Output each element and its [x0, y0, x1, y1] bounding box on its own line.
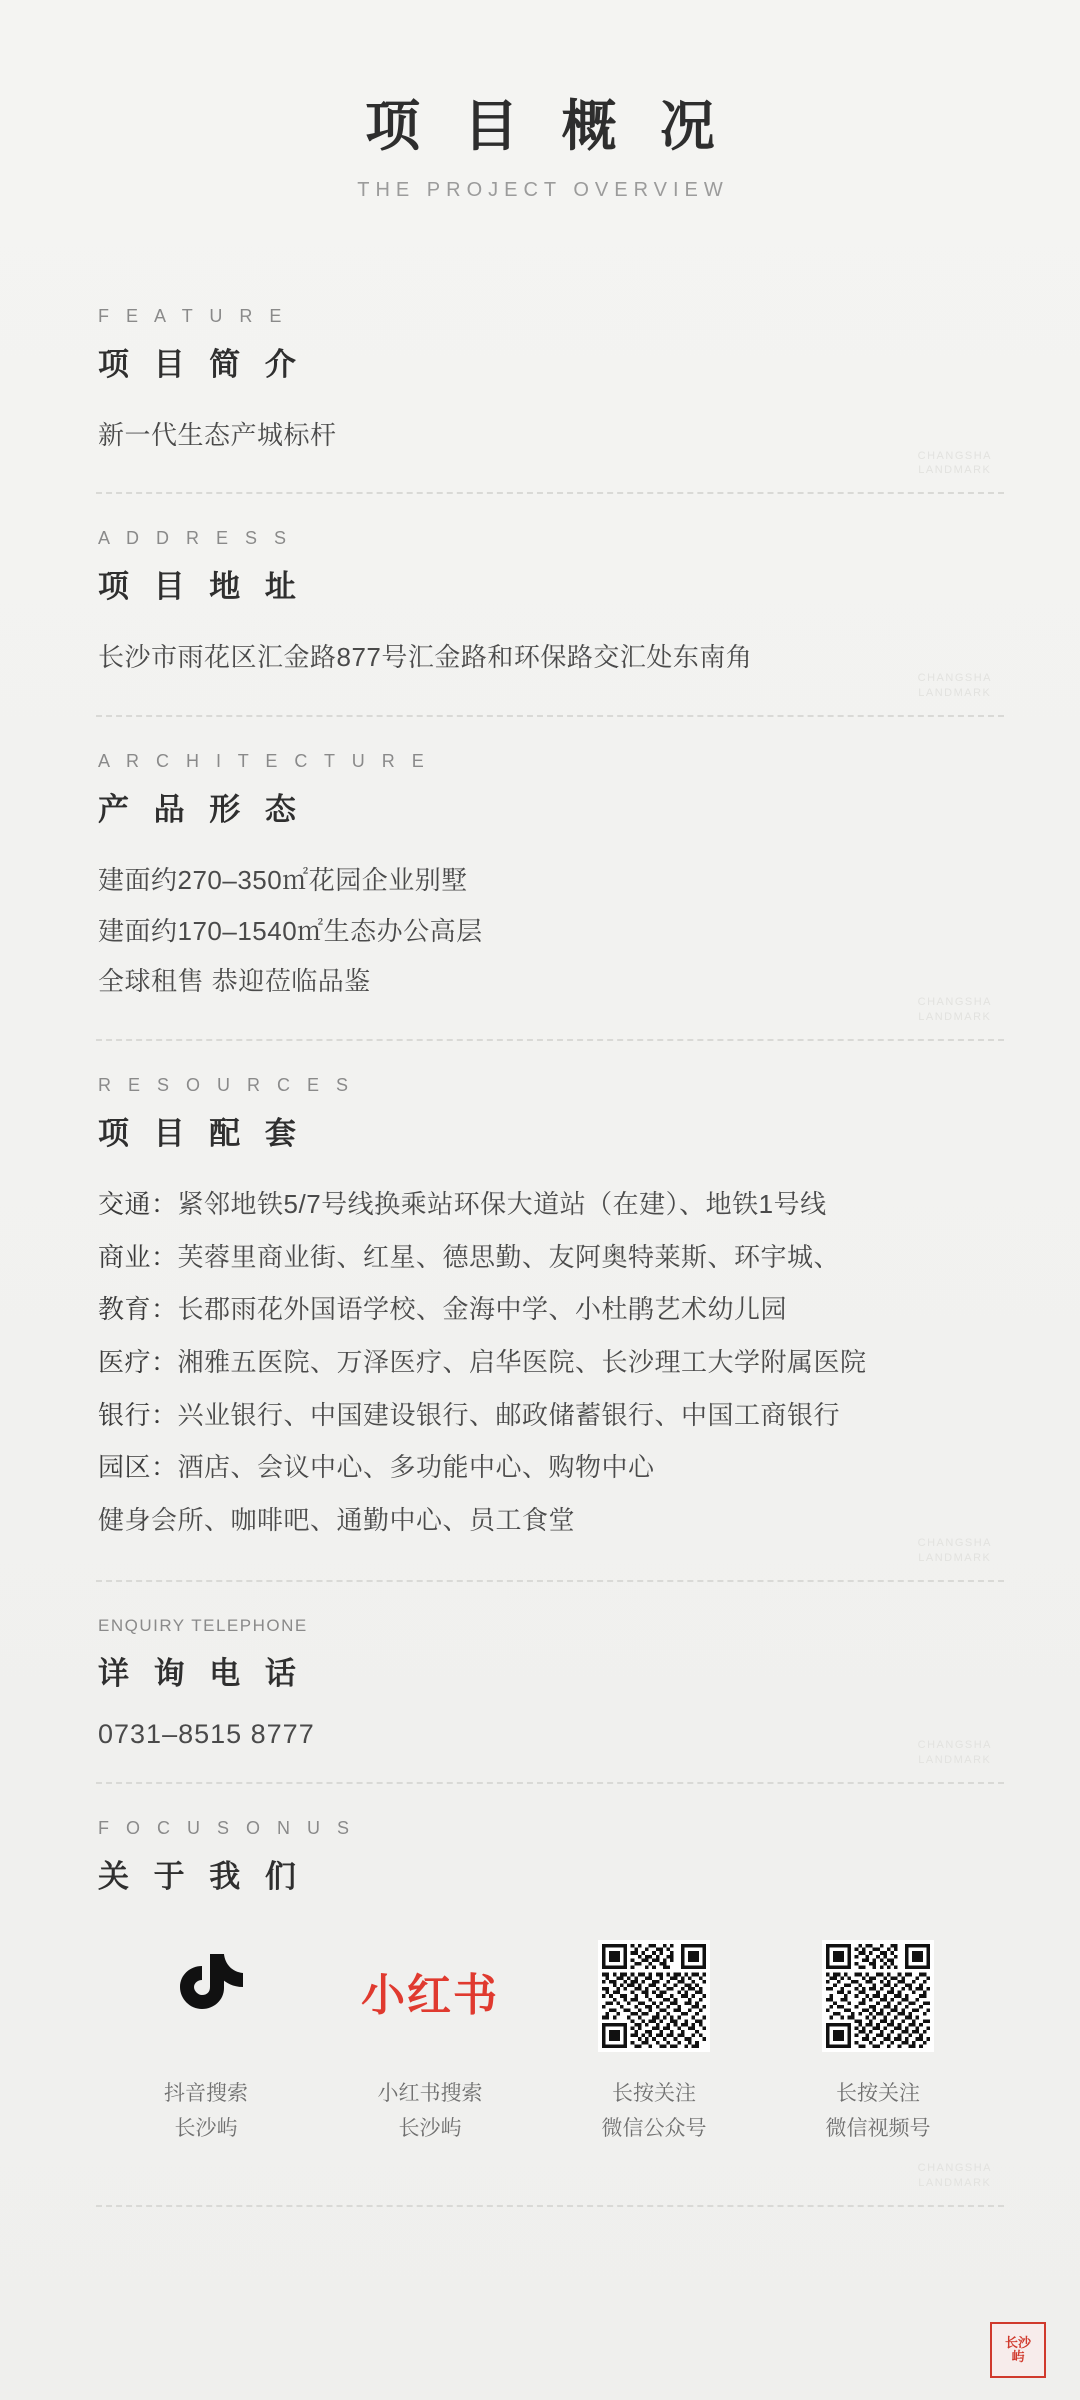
resource-row	[98, 1179, 1012, 1230]
social-item-wechat-official[interactable]	[542, 1942, 766, 2147]
resource-label: 医疗：	[98, 1347, 178, 1377]
watermark-line1: CHANGSHA	[917, 1739, 992, 1752]
social-item-xiaohongshu[interactable]	[318, 1942, 542, 2147]
section-architecture-eyebrow: A R C H I T E C T U R E	[98, 750, 430, 771]
overview-content	[68, 202, 1012, 2208]
section-address-eyebrow: A D D R E S S	[98, 528, 293, 549]
section-architecture-line: 建面约270–350㎡花园企业别墅	[98, 864, 468, 895]
resource-value: 长郡雨花外国语学校、金海中学、小杜鹃艺术幼儿园	[177, 1294, 788, 1325]
watermark-line2: LANDMARK	[918, 1011, 992, 1024]
section-resources	[68, 1075, 1012, 1582]
resource-value: 兴业银行、中国建设银行、邮政储蓄银行、中国工商银行	[177, 1399, 841, 1430]
watermark	[918, 995, 992, 1025]
telephone-number[interactable]: 0731–8515 8777	[98, 1718, 315, 1749]
watermark	[918, 2161, 992, 2191]
watermark-line1: CHANGSHA	[917, 996, 992, 1009]
section-address	[68, 528, 1012, 717]
resource-label: 银行：	[98, 1399, 178, 1430]
section-focus-eyebrow: F O C U S O N U S	[98, 1817, 356, 1838]
watermark	[918, 1738, 992, 1768]
social-item-wechat-channel[interactable]	[766, 1942, 990, 2147]
section-focus-on-us	[68, 1818, 1012, 2207]
section-telephone	[68, 1616, 1012, 1784]
qr-code-wechat-official-icon	[542, 1942, 766, 2050]
social-caption-line1: 抖音搜索	[164, 2081, 248, 2105]
section-architecture-line: 全球租售 恭迎莅临品鉴	[98, 966, 371, 997]
social-caption-line2: 微信公众号	[601, 2117, 707, 2141]
social-caption-line2: 长沙屿	[398, 2117, 462, 2141]
brand-stamp-line2: 屿	[1011, 2349, 1025, 2364]
resource-label: 教育：	[98, 1294, 178, 1325]
section-address-title: 项 目 地 址	[98, 569, 304, 605]
resource-row	[98, 1232, 1012, 1283]
watermark-line1: CHANGSHA	[917, 449, 992, 462]
section-telephone-eyebrow: ENQUIRY TELEPHONE	[98, 1615, 308, 1635]
resource-value: 芙蓉里商业街、红星、德思勤、友阿奥特莱斯、环宇城、	[177, 1241, 841, 1272]
social-caption	[542, 2076, 766, 2147]
qr-code-wechat-channel-icon	[766, 1942, 990, 2050]
watermark	[918, 449, 992, 479]
section-feature	[68, 306, 1012, 495]
social-caption	[318, 2076, 542, 2147]
resource-value: 健身会所、咖啡吧、通勤中心、员工食堂	[98, 1505, 576, 1536]
brand-stamp-line1: 长沙	[1004, 2335, 1031, 2351]
social-caption-line1: 小红书搜索	[377, 2081, 483, 2105]
section-feature-eyebrow: F E A T U R E	[98, 305, 288, 326]
section-architecture-title: 产 品 形 态	[98, 791, 304, 827]
watermark-line2: LANDMARK	[918, 464, 992, 477]
social-caption-line1: 长按关注	[836, 2081, 920, 2105]
resource-label: 交通：	[98, 1188, 178, 1219]
resource-label: 园区：	[98, 1452, 178, 1483]
brand-stamp	[990, 2322, 1046, 2378]
resource-row	[98, 1284, 1012, 1335]
page-subtitle: THE PROJECT OVERVIEW	[357, 178, 729, 201]
xiaohongshu-logo-icon	[318, 1942, 542, 2050]
watermark	[918, 1536, 992, 1566]
section-resources-title: 项 目 配 套	[98, 1115, 304, 1151]
watermark-line2: LANDMARK	[918, 1551, 992, 1564]
social-item-douyin[interactable]	[94, 1942, 318, 2147]
section-feature-line: 新一代生态产城标杆	[98, 419, 337, 450]
resource-row	[98, 1442, 1012, 1493]
page-title: 项 目 概 况	[365, 95, 729, 157]
douyin-logo-icon	[94, 1942, 318, 2050]
watermark-line2: LANDMARK	[918, 2177, 992, 2190]
watermark-line1: CHANGSHA	[917, 672, 992, 685]
section-telephone-title: 详 询 电 话	[98, 1655, 304, 1691]
section-address-line: 长沙市雨花区汇金路877号汇金路和环保路交汇处东南角	[98, 642, 753, 673]
section-architecture	[68, 751, 1012, 1041]
resource-row	[98, 1390, 1012, 1441]
resource-value: 酒店、会议中心、多功能中心、购物中心	[177, 1452, 655, 1483]
watermark-line2: LANDMARK	[918, 1753, 992, 1766]
watermark-line1: CHANGSHA	[917, 1537, 992, 1550]
watermark-line1: CHANGSHA	[917, 2162, 992, 2175]
section-resources-eyebrow: R E S O U R C E S	[98, 1074, 355, 1095]
watermark-line2: LANDMARK	[918, 687, 992, 700]
resource-row	[98, 1337, 1012, 1388]
social-row	[94, 1942, 1012, 2147]
resource-value: 湘雅五医院、万泽医疗、启华医院、长沙理工大学附属医院	[177, 1347, 867, 1377]
resource-value: 紧邻地铁5/7号线换乘站环保大道站（在建）、地铁1号线	[177, 1188, 827, 1219]
resource-row	[98, 1495, 1012, 1546]
section-feature-title: 项 目 简 介	[98, 346, 304, 382]
resource-label: 商业：	[98, 1241, 178, 1272]
section-architecture-line: 建面约170–1540㎡生态办公高层	[98, 915, 483, 946]
page-header	[0, 0, 1080, 202]
social-caption-line2: 长沙屿	[174, 2117, 238, 2141]
section-focus-title: 关 于 我 们	[98, 1858, 304, 1894]
social-caption-line2: 微信视频号	[825, 2117, 931, 2141]
social-caption	[94, 2076, 318, 2147]
social-caption	[766, 2076, 990, 2147]
watermark	[918, 671, 992, 701]
xiaohongshu-logo-text: 小红书	[361, 1970, 499, 2020]
social-caption-line1: 长按关注	[612, 2081, 696, 2105]
